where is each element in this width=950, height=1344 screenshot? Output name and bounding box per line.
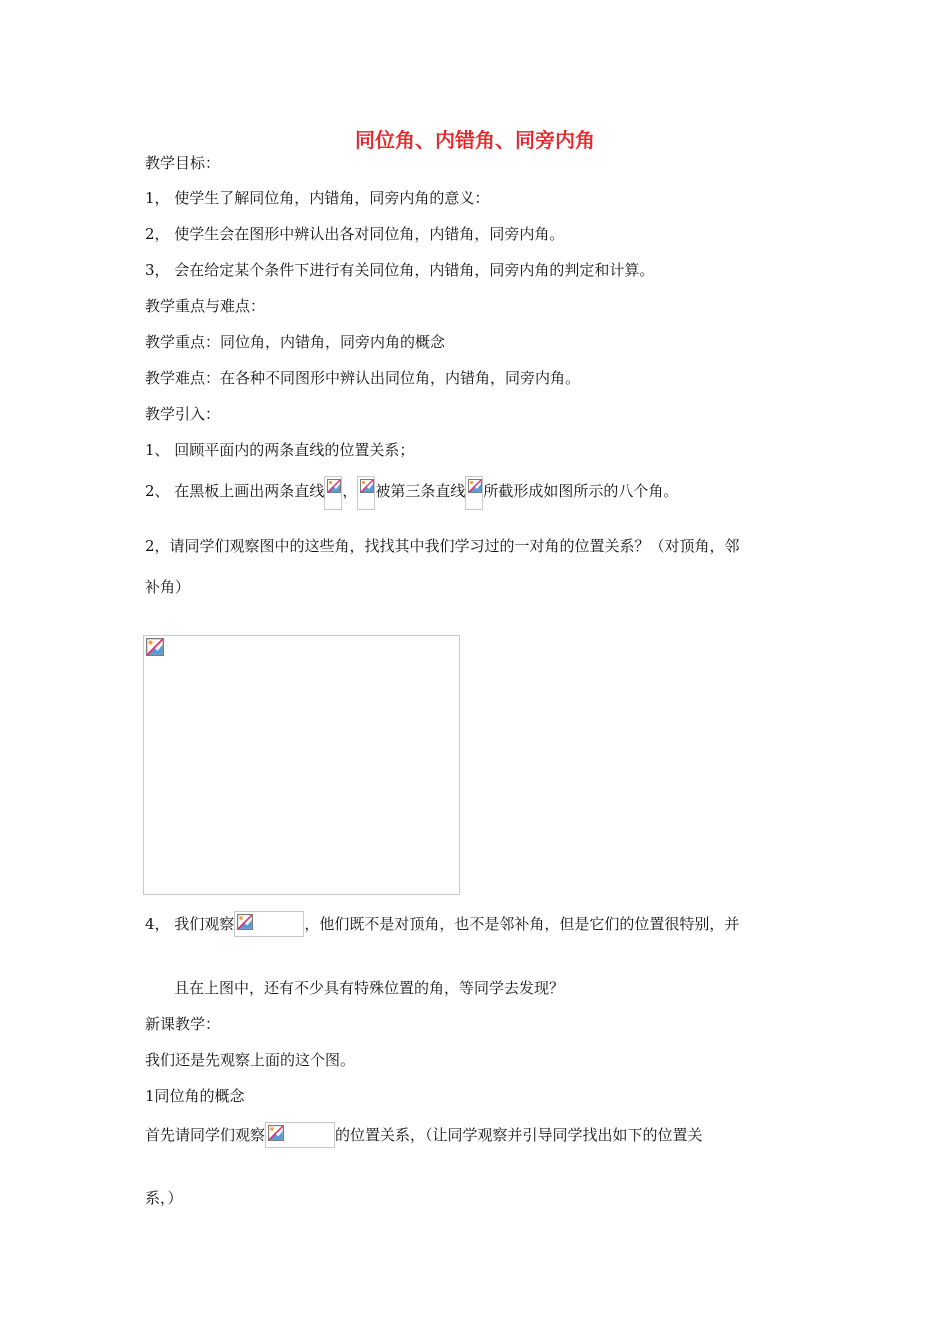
text-line-item4: [145, 911, 739, 937]
text-line: 教学重点：同位角，内错角，同旁内角的概念: [145, 333, 446, 351]
text-segment: 2、 在黑板上画出两条直线: [145, 482, 325, 500]
image-placeholder: [465, 476, 483, 510]
broken-image-icon: [268, 1125, 284, 1141]
image-placeholder: [357, 476, 375, 510]
text-line: 2，请同学们观察图中的这些角，找找其中我们学习过的一对角的位置关系？（对顶角，邻: [145, 537, 740, 555]
text-line-drawing: [145, 476, 678, 510]
text-line: 教学难点：在各种不同图形中辨认出同位角，内错角，同旁内角。: [145, 369, 581, 387]
text-segment: 被第三条直线: [375, 482, 466, 500]
text-line: 补角）: [145, 578, 191, 596]
text-line: 1， 使学生了解同位角，内错角，同旁内角的意义：: [145, 189, 490, 207]
text-line: 教学目标：: [145, 154, 221, 172]
page-title: 同位角、内错角、同旁内角: [355, 128, 595, 152]
text-segment: ，他们既不是对顶角，也不是邻补角，但是它们的位置很特别，并: [304, 915, 740, 933]
image-placeholder: [265, 1122, 335, 1148]
text-line: 2， 使学生会在图形中辨认出各对同位角，内错角，同旁内角。: [145, 225, 565, 243]
text-segment: ，: [342, 482, 358, 500]
text-line: 我们还是先观察上面的这个图。: [145, 1051, 356, 1069]
image-placeholder: [324, 476, 342, 510]
text-line: 系，）: [145, 1189, 183, 1207]
section-heading: 1同位角的概念: [145, 1087, 245, 1105]
broken-image-icon: [327, 479, 341, 493]
text-line: 教学重点与难点：: [145, 297, 266, 315]
image-placeholder: [234, 911, 304, 937]
section-heading: 新课教学：: [145, 1015, 221, 1033]
broken-image-icon: [237, 914, 253, 930]
text-segment: 4， 我们观察: [145, 915, 235, 933]
text-line-observe: [145, 1122, 703, 1148]
text-segment: 首先请同学们观察: [145, 1126, 266, 1144]
text-line: 3， 会在给定某个条件下进行有关同位角，内错角，同旁内角的判定和计算。: [145, 261, 655, 279]
figure-placeholder: [143, 635, 460, 895]
text-line: 1、 回顾平面内的两条直线的位置关系；: [145, 441, 415, 459]
text-segment: 所截形成如图所示的八个角。: [483, 482, 679, 500]
text-line: 教学引入：: [145, 405, 221, 423]
broken-image-icon: [468, 479, 482, 493]
text-segment: 的位置关系，（让同学观察并引导同学找出如下的位置关: [335, 1126, 703, 1144]
broken-image-icon: [146, 638, 164, 656]
broken-image-icon: [360, 479, 374, 493]
text-line: 且在上图中，还有不少具有特殊位置的角，等同学去发现？: [174, 979, 565, 997]
